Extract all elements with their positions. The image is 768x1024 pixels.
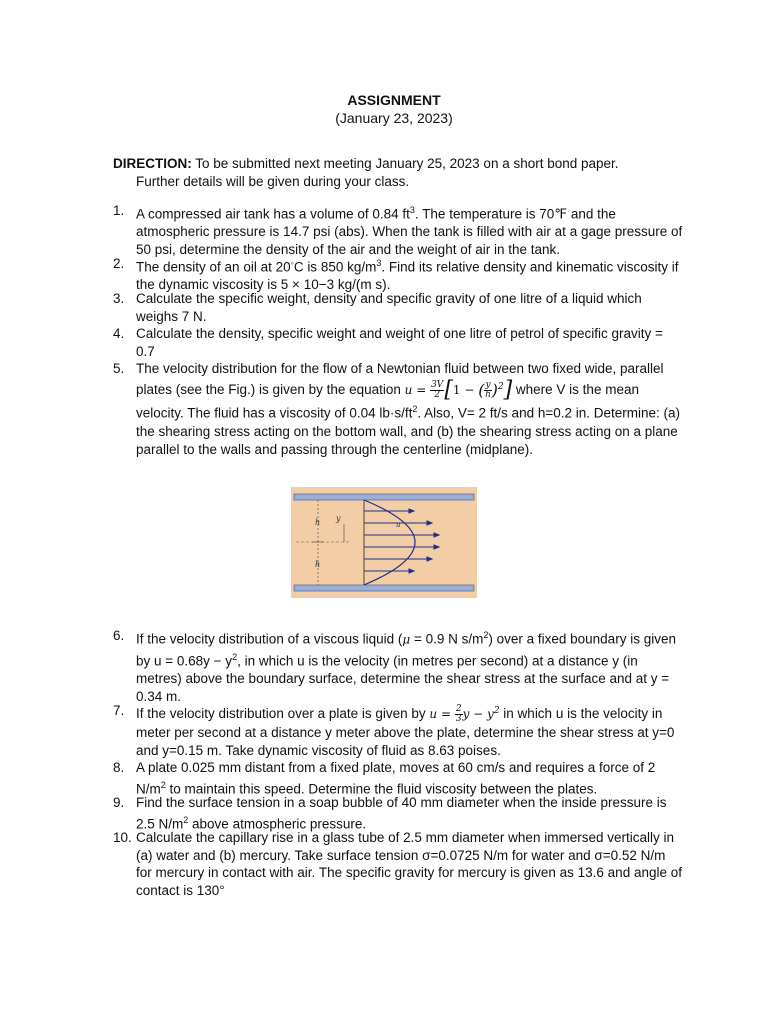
text-part: The velocity distribution for the flow of a Newtonian fluid between two fixed wide, parallel plates (see the Fig.) is given by the equation [136, 361, 664, 397]
fraction-numerator: y [485, 380, 491, 390]
text-part: , in which u is the velocity (in metres per second) at a distance y (in metres) above the boundary surface, determine the shear stress at the surface and at y = 0.34 m. [136, 653, 670, 704]
label-h-top: h [315, 518, 321, 527]
paren-right: ) [491, 380, 498, 400]
direction-label: DIRECTION: [113, 156, 192, 171]
superscript: ◦ [290, 258, 294, 268]
problem-item-6 [113, 627, 683, 705]
item-number: 6. [113, 628, 125, 643]
velocity-equation [429, 704, 500, 724]
item-number: 10. [113, 830, 132, 845]
text-part: Find the surface tension in a soap bubble of 40 mm diameter when the inside pressure is 2.5 N/m [136, 795, 667, 832]
direction-text: To be submitted next meeting January 25, 2023 on a short bond paper. [191, 156, 619, 171]
superscript: 2 [232, 652, 238, 663]
direction-continuation: Further details will be given during your class. [136, 174, 410, 189]
eq-fraction [455, 705, 463, 724]
superscript: 2 [412, 404, 418, 414]
eq-symbol: = [437, 707, 455, 721]
text-part: If the velocity distribution over a plate is given by [136, 706, 430, 721]
item-text: Calculate the density, specific weight and weight of one litre of petrol of specific gravity = 0.7 [136, 326, 663, 359]
fraction-numerator: 2 [455, 704, 462, 714]
superscript: 3 [409, 205, 415, 215]
item-text [136, 627, 683, 705]
fraction-denominator: 3 [455, 714, 462, 724]
problem-item-4 [113, 325, 683, 360]
eq-symbol: u [404, 383, 413, 397]
fraction-numerator: 3V [431, 380, 444, 390]
item-text [136, 759, 683, 798]
assignment-title: ASSIGNMENT [347, 92, 441, 108]
superscript: 2 [493, 706, 500, 716]
item-text: Calculate the capillary rise in a glass tube of 2.5 mm diameter when immersed vertically in (a) water and (b) mercury. Take surface tension σ=0.0725 N/m for water and σ=0.52 N/m for mercury in contact with air. The specific gravity for mercury is given as 13.6 and angle of contact is 130° [136, 830, 682, 898]
paren-left: ( [478, 380, 485, 400]
eq-symbol: = [412, 383, 431, 397]
problem-item-3 [113, 290, 683, 325]
fluid-region [291, 487, 477, 598]
item-text [136, 255, 683, 294]
text-part: A compressed air tank has a volume of 0.84 ft [136, 206, 410, 222]
assignment-date: (January 23, 2023) [335, 110, 453, 126]
problem-item-10 [113, 829, 683, 899]
text-part: C is 850 kg/m [293, 259, 377, 275]
text-part: The density of an oil at 20 [136, 259, 291, 275]
velocity-profile-figure [291, 487, 477, 598]
item-text [136, 702, 683, 760]
item-text [136, 794, 683, 833]
problem-item-8 [113, 759, 683, 798]
text-part: If the velocity distribution of a viscous liquid ( [136, 631, 403, 647]
item-number: 8. [113, 760, 125, 775]
direction-paragraph [113, 155, 673, 191]
label-u: u [396, 521, 401, 529]
problem-item-5 [113, 360, 683, 459]
text-part: . Find its relative density and kinematic viscosity if the dynamic viscosity is 5 × 10−3 kg/(m s). [136, 259, 679, 293]
text-part: . Also, V= 2 ft/s and h=0.2 in. Determine: (a) the shearing stress acting on the bottom wall, and (b) the shearing stress acting on a plane parallel to the walls and passing through the centerline (midplane). [136, 405, 681, 457]
eq-fraction [430, 381, 444, 400]
item-number: 9. [113, 795, 125, 810]
eq-symbol: y − y [462, 707, 494, 721]
text-part: ) over a fixed boundary is given by u = 0.68y − y [136, 631, 676, 669]
problem-item-2 [113, 255, 683, 294]
text-part: where V is the mean velocity. The fluid has a viscosity of 0.04 lb·s/ft [136, 382, 639, 421]
mu-symbol: μ [402, 632, 411, 647]
top-wall [294, 494, 474, 500]
fraction-denominator: 2 [434, 390, 441, 400]
item-number: 2. [113, 256, 125, 271]
item-number: 4. [113, 326, 125, 341]
text-part: above atmospheric pressure. [188, 816, 367, 832]
superscript: 2 [483, 630, 489, 640]
item-number: 7. [113, 703, 125, 718]
superscript: 3 [376, 258, 382, 268]
text-part: A plate 0.025 mm distant from a fixed plate, moves at 60 cm/s and requires a force of 2 N/m [136, 760, 656, 797]
bracket-right: ] [503, 377, 513, 403]
text-part: in which u is the velocity in meter per second at a distance y meter above the plate, determine the shear stress at y=0 and y=0.15 m. Take dynamic viscosity of fluid as 8.63 poises. [136, 706, 675, 758]
item-number: 1. [113, 203, 125, 218]
eq-fraction [484, 381, 491, 400]
bracket-left: [ [444, 377, 453, 403]
problem-item-7 [113, 702, 683, 760]
text-part: = 0.9 N s/m [410, 631, 484, 647]
item-number: 5. [113, 361, 125, 376]
bottom-wall [294, 585, 474, 591]
superscript: 2 [160, 779, 166, 790]
eq-symbol: u [429, 707, 438, 721]
item-number: 3. [113, 291, 125, 306]
item-text: Calculate the specific weight, density and specific gravity of one litre of a liquid which weighs 7 N. [136, 291, 642, 324]
label-y: y [336, 514, 341, 523]
fraction-denominator: h [485, 390, 491, 400]
superscript: 2 [497, 382, 504, 392]
velocity-equation [404, 377, 513, 403]
problem-item-9 [113, 794, 683, 833]
item-text [136, 360, 683, 459]
eq-symbol: 1 − [452, 383, 479, 397]
label-h-bottom: h [315, 560, 321, 569]
item-text [136, 202, 683, 258]
superscript: 2 [183, 814, 189, 825]
text-part: to maintain this speed. Determine the fluid viscosity between the plates. [165, 781, 598, 797]
text-part: . The temperature is 70℉ and the atmospheric pressure is 14.7 psi (abs). When the tank is filled with air at a gage pressure of 50 psi, determine the density of the air and the weight of air in the tank. [136, 206, 683, 257]
problem-item-1 [113, 202, 683, 258]
